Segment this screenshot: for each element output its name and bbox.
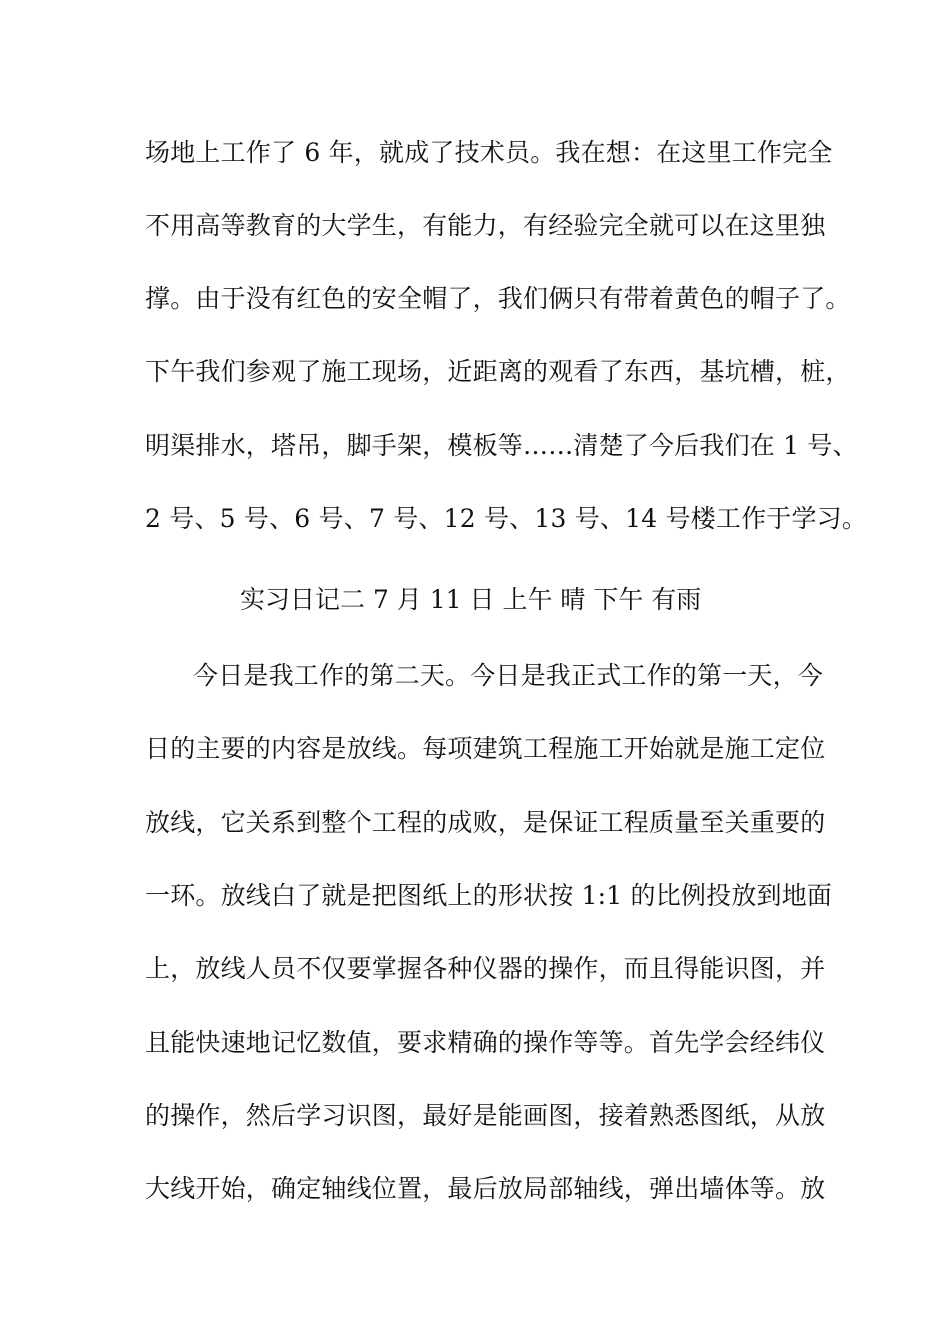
text-line: 一环。放线白了就是把图纸上的形状按 1:1 的比例投放到地面 [145,881,833,910]
text-line: 不用高等教育的大学生，有能力，有经验完全就可以在这里独 [145,211,826,240]
text-line: 场地上工作了 6 年，就成了技术员。我在想：在这里工作完全 [145,138,833,167]
text-line: 2 号、5 号、6 号、7 号、12 号、13 号、14 号楼工作于学习。 [145,504,868,533]
diary-heading: 实习日记二 7 月 11 日 上午 晴 下午 有雨 [240,585,702,614]
text-line: 大线开始，确定轴线位置，最后放局部轴线，弹出墙体等。放 [145,1174,826,1203]
text-line: 的操作，然后学习识图，最好是能画图，接着熟悉图纸，从放 [145,1101,826,1130]
text-line: 且能快速地记忆数值，要求精确的操作等等。首先学会经纬仪 [145,1028,826,1057]
text-line: 上，放线人员不仅要掌握各种仪器的操作，而且得能识图，并 [145,954,826,983]
text-line: 下午我们参观了施工现场，近距离的观看了东西，基坑槽，桩， [145,357,851,386]
text-line: 今日是我工作的第二天。今日是我正式工作的第一天，今 [193,661,824,690]
text-line: 明渠排水，塔吊，脚手架，模板等……清楚了今后我们在 1 号、 [145,431,858,460]
text-line: 日的主要的内容是放线。每项建筑工程施工开始就是施工定位 [145,734,826,763]
text-line: 撑。由于没有红色的安全帽了，我们俩只有带着黄色的帽子了。 [145,284,851,313]
text-line: 放线，它关系到整个工程的成败，是保证工程质量至关重要的 [145,808,826,837]
